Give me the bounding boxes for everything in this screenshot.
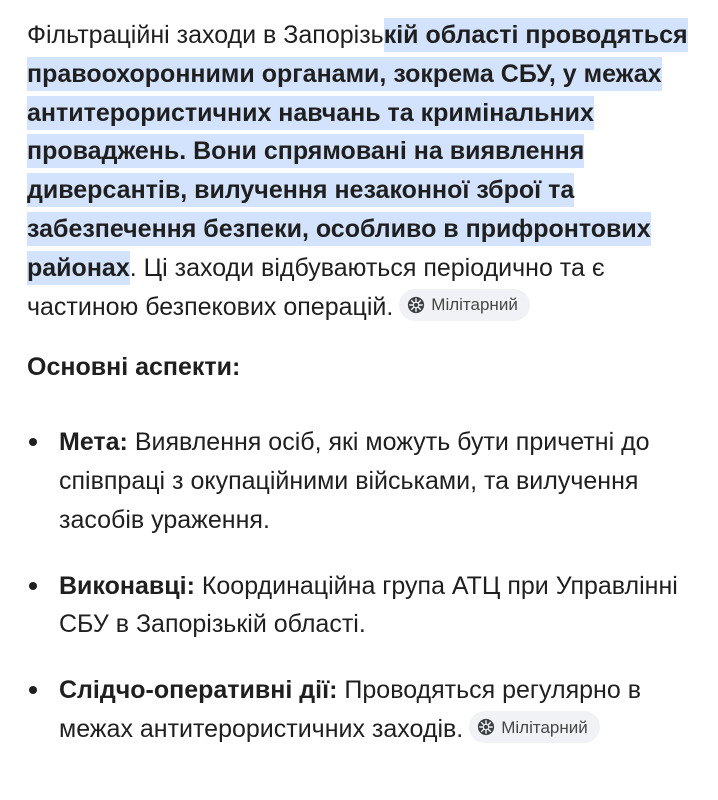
list-item: [27, 671, 700, 749]
aspect-term: Мета:: [59, 428, 128, 457]
source-chip-label: Мілітарний: [431, 295, 518, 315]
aspect-text: Координаційна група АТЦ при Управлінні СБУ в Запорізькій області.: [59, 571, 678, 639]
list-item: [27, 567, 700, 645]
aspect-text: Проводяться регулярно в межах антитерористичних заходів.: [59, 676, 641, 743]
intro-text-start: Фільтраційні заходи в Запорізь: [27, 21, 384, 49]
list-item: [27, 423, 700, 539]
source-chip[interactable]: [469, 711, 600, 743]
bullet-icon: [29, 582, 37, 590]
section-heading: Основні аспекти:: [27, 353, 241, 382]
aspects-list: [27, 423, 700, 749]
aspect-term: Слідчо-оперативні дії:: [59, 676, 338, 705]
intro-paragraph: [27, 16, 700, 326]
highlighted-selection[interactable]: кій області проводяться правоохоронними органами, зокрема СБУ, у межах антитерористичних навчань та кримінальних проваджень. Вони спрямовані на виявлення диверсантів, вилучення незаконної зброї та забезпечення безпеки, особливо в прифронтових районах: [27, 18, 688, 285]
militarnyi-logo-icon: [477, 718, 495, 736]
aspect-text: Виявлення осіб, які можуть бути причетні до співпраці з окупаційними військами, та вилучення засобів ураження.: [59, 428, 650, 534]
bullet-icon: [29, 438, 37, 446]
militarnyi-logo-icon: [407, 296, 425, 314]
source-chip-label: Мілітарний: [501, 717, 588, 737]
intro-text-end: . Ці заходи відбуваються періодично та є частиною безпекових операцій.: [27, 253, 605, 321]
bullet-icon: [29, 686, 37, 694]
aspect-term: Виконавці:: [59, 571, 195, 600]
source-chip[interactable]: [399, 289, 530, 321]
